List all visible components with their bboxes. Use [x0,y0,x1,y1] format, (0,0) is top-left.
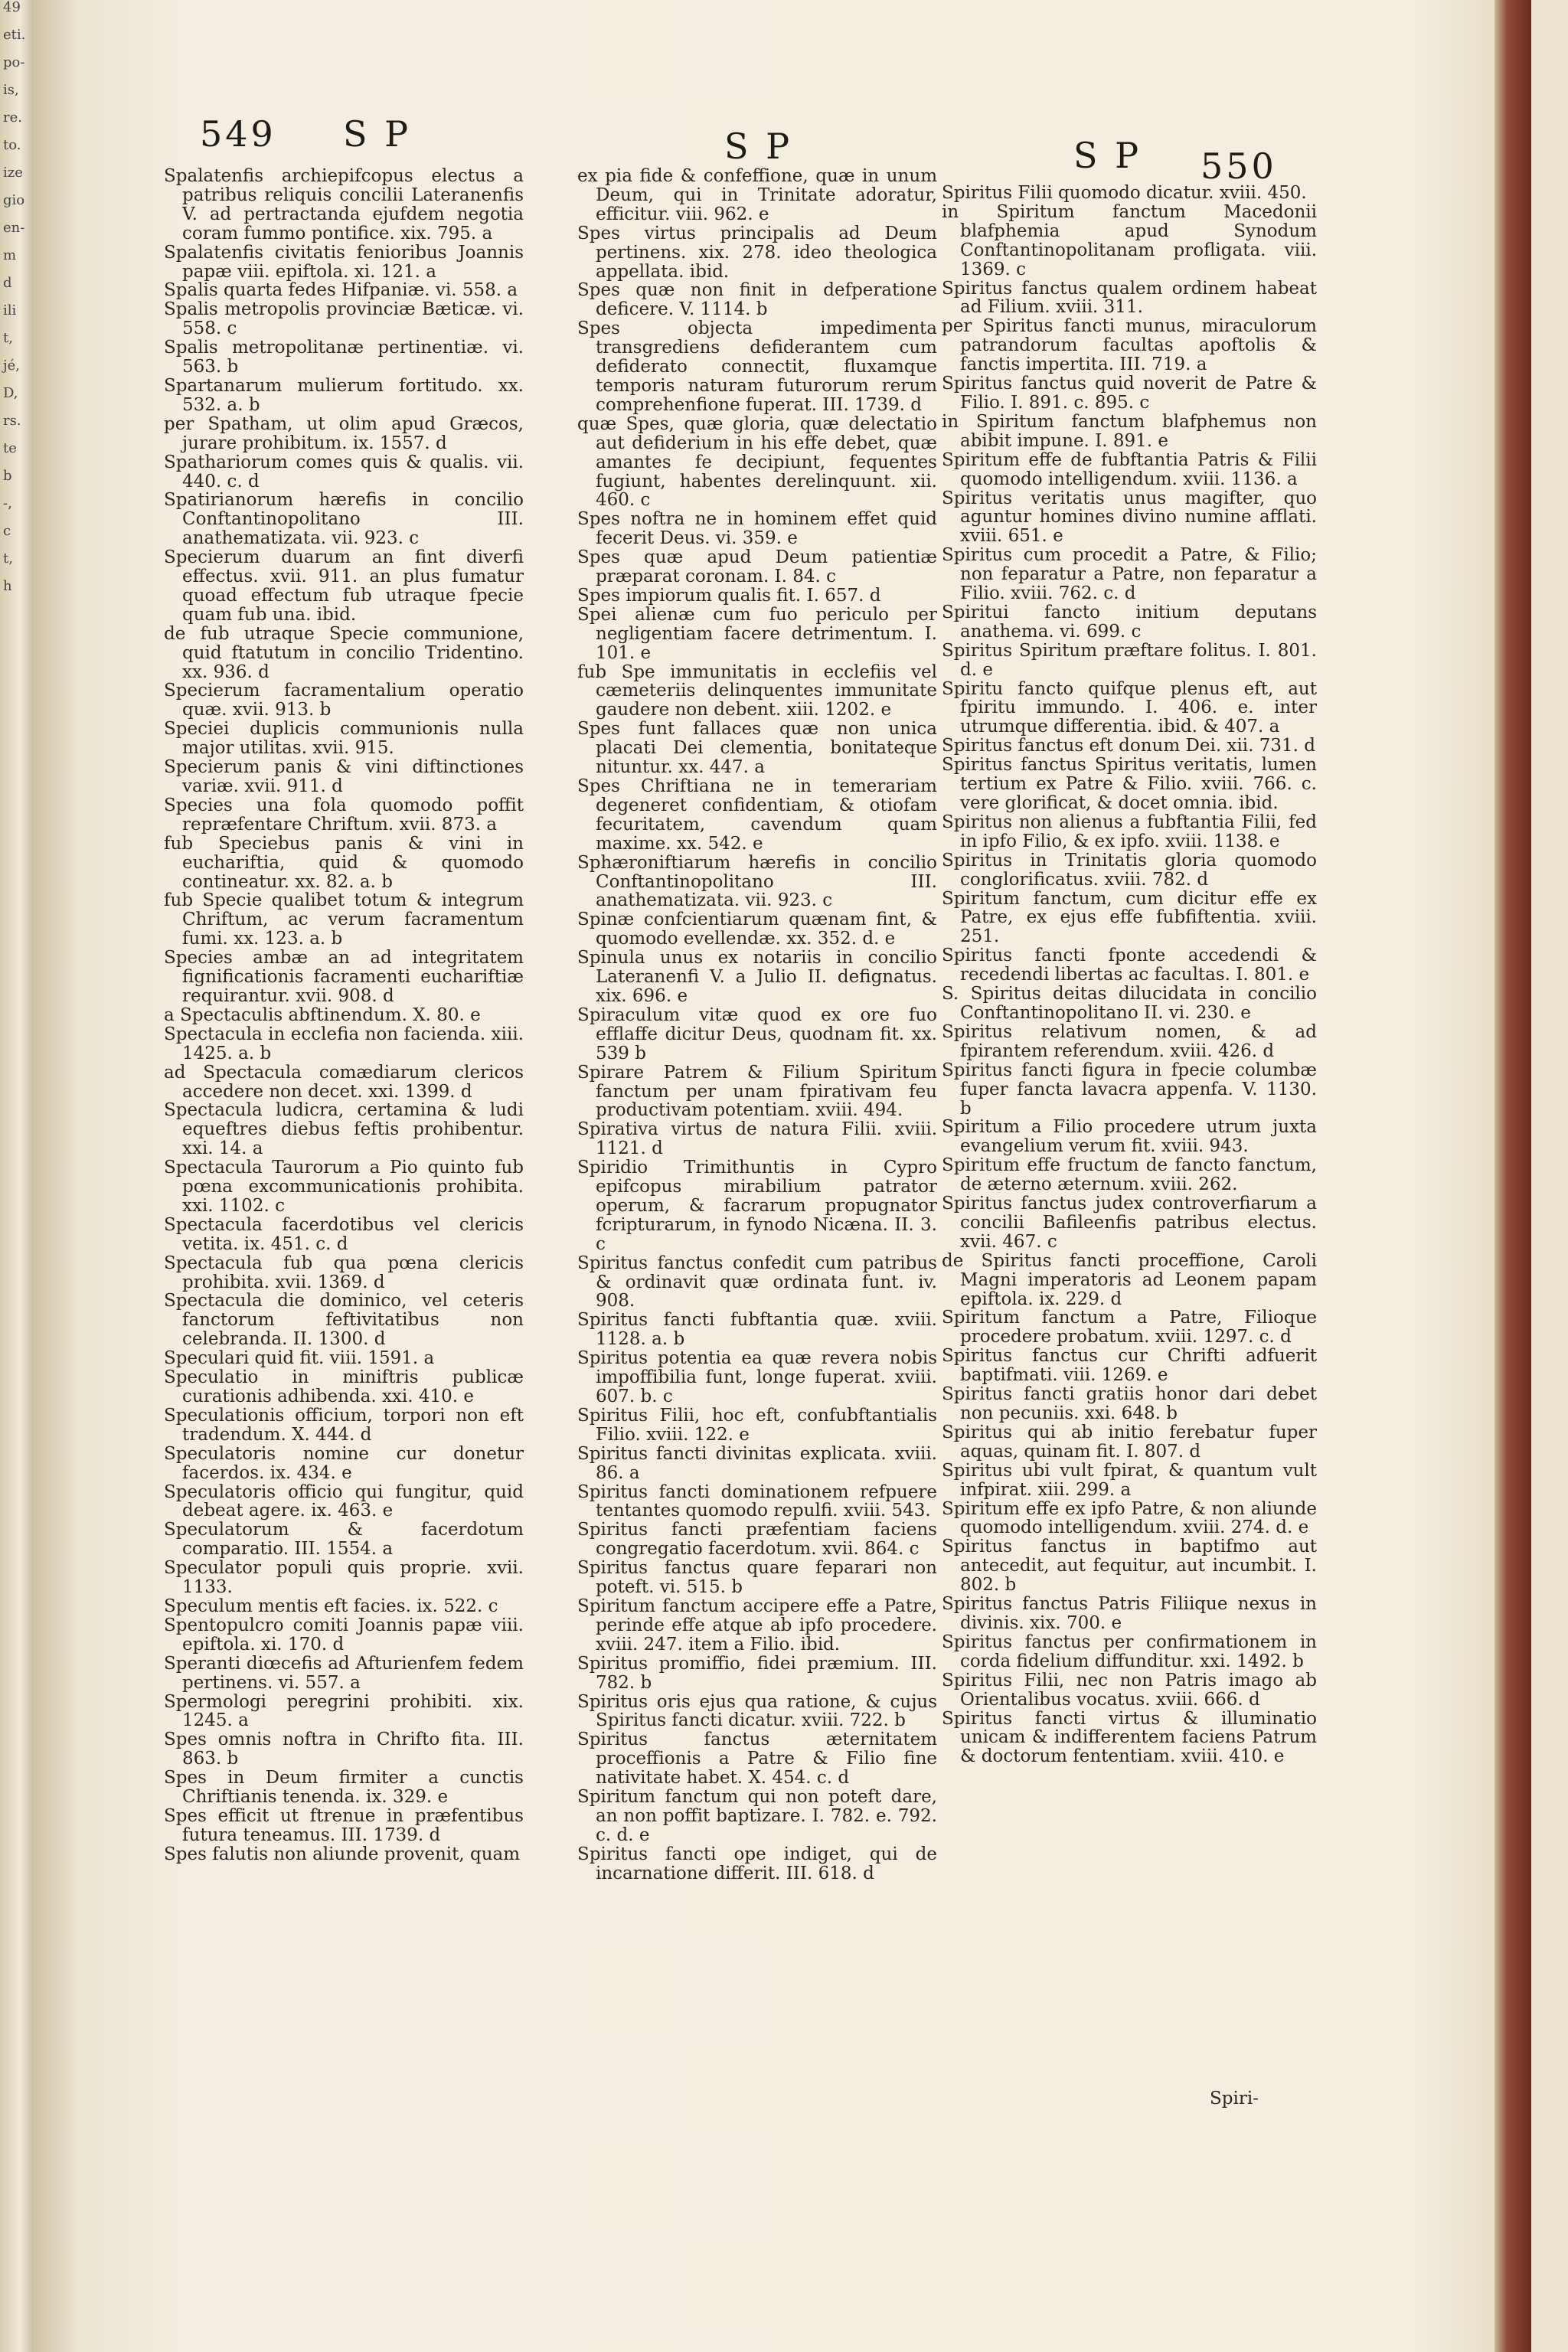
index-entry: Spiritus fanctus in baptifmo aut antecedit, aut fequitur, aut incumbit. I. 802. b [942,1537,1317,1596]
index-entry: per Spatham, ut olim apud Græcos, jurare prohibitum. ix. 1557. d [164,413,524,453]
page-number-left: 549 [200,113,276,155]
index-entry: Spes omnis noftra in Chrifto fita. III. 863. b [164,1730,524,1769]
index-entry: Species una fola quomodo poffit repræfentare Chriftum. xvii. 873. a [164,795,524,835]
index-entry: Spalatenfis civitatis fenioribus Joannis papæ viii. epiftola. xi. 121. a [164,242,524,282]
index-entry: Spes impiorum qualis fit. I. 657. d [577,585,881,606]
index-entry: Spiritum a Filio procedere utrum juxta evangelium verum fit. xviii. 943. [942,1117,1317,1157]
index-entry: Spiritus fanctus per confirmationem in corda fidelium diffunditur. xxi. 1492. b [942,1632,1317,1671]
index-entry: Speranti diœcefis ad Afturienfem fedem pertinens. vi. 557. a [164,1653,524,1693]
index-entry: Spiritus fancti figura in fpecie columbæ fuper fancta lavacra appenfa. V. 1130. b [942,1060,1317,1119]
index-entry: fub Spe immunitatis in ecclefiis vel cæmeteriis delinquentes immunitate gaudere non debent. xiii. 1202. e [577,662,937,720]
index-entry: Spectacula Taurorum a Pio quinto fub pœna excommunicationis prohibita. xxi. 1102. c [164,1158,524,1216]
index-entry: Spirativa virtus de natura Filii. xviii. 1121. d [577,1119,937,1159]
index-entry: Spatirianorum hærefis in concilio Conftantinopolitano III. anathematizata. vii. 923. c [164,490,524,549]
index-entry: Spiritus fancti divinitas explicata. xviii. 86. a [577,1443,937,1483]
index-entry: Spiritum fanctum qui non poteft dare, an non poffit baptizare. I. 782. e. 792. c. d. e [577,1787,937,1845]
index-entry: Speculatorum & facerdotum comparatio. III. 1554. a [164,1520,524,1560]
previous-page-fragment: is, [3,82,19,98]
previous-page-fragment: -, [3,495,12,511]
index-entry: de fub utraque Specie communione, quid ftatutum in concilio Tridentino. xx. 936. d [164,623,524,682]
previous-page-fragment: b [3,468,12,484]
previous-page-fragment: c [3,523,11,539]
index-entry: Speculatio in miniftris publicæ curationis adhibenda. xxi. 410. e [164,1367,524,1406]
index-entry: Spectacula facerdotibus vel clericis vetita. ix. 451. c. d [164,1214,524,1254]
index-entry: Spiritus in Trinitatis gloria quomodo conglorificatus. xviii. 782. d [942,850,1317,890]
index-entry: ad Spectacula comædiarum clericos accedere non decet. xxi. 1399. d [164,1062,524,1102]
index-entry: Speculari quid fit. viii. 1591. a [164,1348,435,1369]
index-entry: Spiritus qui ab initio ferebatur fuper aquas, quinam fit. I. 807. d [942,1422,1317,1462]
index-entry: Spes in Deum firmiter a cunctis Chriftianis tenenda. ix. 329. e [164,1768,524,1808]
index-entry: Spalatenfis archiepifcopus electus a patribus reliquis concilii Lateranenfis V. ad pertractanda ejufdem negotia coram fummo pontifice. xix. 795. a [164,166,524,243]
previous-page-fragment: re. [3,109,22,126]
index-entry: Spiritus fanctus confedit cum patribus & ordinavit quæ ordinata funt. iv. 908. [577,1253,937,1312]
index-entry: Spiritus Filii quomodo dicatur. xviii. 450. [942,183,1307,203]
index-entry: Spartanarum mulierum fortitudo. xx. 532. a. b [164,375,524,415]
index-entry: Spes efficit ut ftrenue in præfentibus futura teneamus. III. 1739. d [164,1805,524,1845]
previous-page-fragment: ili [3,302,17,318]
index-entry: Speculator populi quis proprie. xvii. 1133. [164,1558,524,1598]
index-entry: Spiritus Filii, hoc eft, confubftantialis Filio. xviii. 122. e [577,1405,937,1445]
index-entry: Spectacula fub qua pœna clericis prohibita. xvii. 1369. d [164,1253,524,1292]
previous-page-edge [0,0,34,2352]
previous-page-fragment: m [3,247,17,263]
index-entry: Spiritu fancto quifque plenus eft, aut fpiritu immundo. I. 406. e. inter utrumque differentia. ibid. & 407. a [942,678,1317,737]
index-entry: Spiritus veritatis unus magifter, quo aguntur homines divino numine afflati. xviii. 651. e [942,488,1317,547]
index-entry: Spiridio Trimithuntis in Cypro epifcopus mirabilium patrator operum, & facrarum propugnator fcripturarum, in fynodo Nicæna. II. 3. c [577,1158,937,1254]
binding-gutter [1494,0,1531,2352]
index-entry: fub Specie qualibet totum & integrum Chriftum, ac verum facramentum fumi. xx. 123. a. b [164,890,524,949]
previous-page-fragment: jé, [3,358,20,374]
index-entry: Spiritum effe de fubftantia Patris & Filii quomodo intelligendum. xviii. 1136. a [942,449,1317,489]
previous-page-fragment: h [3,578,12,594]
index-entry: Spes quæ apud Deum patientiæ præparat coronam. I. 84. c [577,547,937,587]
index-entry: Spiritus Spiritum præftare folitus. I. 801. d. e [942,640,1317,680]
index-entry: Spiritus fanctus judex controverfiarum a concilii Bafileenfis patribus electus. xvii. 467. c [942,1194,1317,1252]
index-entry: Speculatoris officio qui fungitur, quid debeat agere. ix. 463. e [164,1481,524,1521]
index-entry: Spiritus fancti fponte accedendi & recedendi libertas ac facultas. I. 801. e [942,946,1317,985]
previous-page-fragment: te [3,440,17,456]
index-entry: Spes funt fallaces quæ non unica placati Dei clementia, bonitateque nituntur. xx. 447. a [577,719,937,778]
index-entry: Spiritum fanctum accipere effe a Patre, perinde effe atque ab ipfo procedere. xviii. 247. item a Filio. ibid. [577,1596,937,1655]
index-entry: Spiritus fanctus quare feparari non poteft. vi. 515. b [577,1558,937,1598]
previous-page-fragment: t, [3,550,13,567]
index-entry: Speculationis officium, torpori non eft tradendum. X. 444. d [164,1405,524,1445]
running-head-right: S P [1073,135,1142,176]
previous-page-fragment: rs. [3,413,21,429]
index-column-middle [577,167,937,1883]
index-entry: Spiritus potentia ea quæ revera nobis impoffibilia funt, longe fuperat. xviii. 607. b. c [577,1348,937,1406]
index-entry: Spiritus cum procedit a Patre, & Filio; non feparatur a Patre, non feparatur a Filio. xviii. 762. c. d [942,545,1317,604]
index-entry: Spinæ confcientiarum quænam fint, & quomodo evellendæ. xx. 352. d. e [577,910,937,949]
index-entry: Spermologi peregrini prohibiti. xix. 1245. a [164,1691,524,1731]
previous-page-fragment: gio [3,192,25,208]
index-entry: Spiritus oris ejus qua ratione, & cujus Spiritus fancti dicatur. xviii. 722. b [577,1691,937,1731]
previous-page-fragment: en- [3,220,25,236]
index-entry: ex pia fide & confeffione, quæ in unum Deum, qui in Trinitate adoratur, efficitur. viii. 962. e [577,166,937,224]
page-sheet [34,0,1531,2352]
index-entry: Spiritum fanctum a Patre, Filioque procedere probatum. xviii. 1297. c. d [942,1308,1317,1348]
index-entry: Speciei duplicis communionis nulla major utilitas. xvii. 915. [164,719,524,759]
index-entry: Specierum facramentalium operatio quæ. xvii. 913. b [164,681,524,720]
index-entry: Spectacula ludicra, certamina & ludi equeftres diebus feftis prohibentur. xxi. 14. a [164,1100,524,1159]
previous-page-fragment: to. [3,137,21,153]
index-entry: fub Speciebus panis & vini in euchariftia, quid & quomodo contineatur. xx. 82. a. b [164,833,524,892]
index-entry: Speculatoris nomine cur donetur facerdos. ix. 434. e [164,1443,524,1483]
index-entry: Spathariorum comes quis & qualis. vii. 440. c. d [164,452,524,492]
index-entry: S. Spiritus deitas dilucidata in concilio Conftantinopolitano II. vi. 230. e [942,984,1317,1023]
index-entry: Spiritus fanctus æternitatem proceffionis a Patre & Filio fine nativitate habet. X. 454. c. d [577,1730,937,1788]
index-entry: Spiritus non alienus a fubftantia Filii, fed in ipfo Filio, & ex ipfo. xviii. 1138. e [942,812,1317,851]
index-entry: Spalis metropolitanæ pertinentiæ. vi. 563. b [164,338,524,377]
index-entry: Spiritus fanctus eft donum Dei. xii. 731. d [942,736,1316,756]
running-head-center: S P [724,126,793,167]
index-entry: in Spiritum fanctum blafphemus non abibit impune. I. 891. e [942,411,1317,451]
index-entry: Spalis quarta fedes Hifpaniæ. vi. 558. a [164,280,518,301]
running-head-left: S P [343,113,412,155]
previous-page-fragment: t, [3,330,13,346]
index-entry: Spiraculum vitæ quod ex ore fuo efflaffe dicitur Deus, quodnam fit. xx. 539 b [577,1004,937,1063]
index-entry: Specierum panis & vini diftinctiones variæ. xvii. 911. d [164,757,524,796]
index-entry: Spiritum effe fructum de fancto fanctum, de æterno æternum. xviii. 262. [942,1155,1317,1195]
index-entry: Spiritus relativum nomen, & ad fpirantem referendum. xviii. 426. d [942,1021,1317,1061]
index-entry: Spinula unus ex notariis in concilio Lateranenfi V. a Julio II. defignatus. xix. 696. e [577,948,937,1006]
index-entry: Speculum mentis eft facies. ix. 522. c [164,1596,498,1616]
index-entry: Spiritus fancti virtus & illuminatio unicam & indifferentem faciens Patrum & doctorum fententiam. xviii. 410. e [942,1708,1317,1767]
index-entry: Spalis metropolis provinciæ Bæticæ. vi. 558. c [164,299,524,339]
index-entry: Spiritus fanctus Patris Filiique nexus in divinis. xix. 700. e [942,1594,1317,1633]
index-entry: Spiritus fanctus qualem ordinem habeat ad Filium. xviii. 311. [942,278,1317,318]
index-entry: Spiritus ubi vult fpirat, & quantum vult infpirat. xiii. 299. a [942,1460,1317,1500]
catchword: Spiri- [1210,2089,1259,2109]
index-entry: Spiritus Filii, nec non Patris imago ab Orientalibus vocatus. xviii. 666. d [942,1670,1317,1710]
previous-page-fragment: d [3,275,12,291]
index-entry: Spei alienæ cum fuo periculo per negligentiam facere detrimentum. I. 101. e [577,604,937,663]
previous-page-fragment: po- [3,54,25,70]
index-entry: Specierum duarum an fint diverfi effectus. xvii. 911. an plus fumatur quoad effectum fub utraque fpecie quam fub una. ibid. [164,547,524,625]
index-column-right [942,184,1317,1766]
previous-page-fragment: 49 [3,0,21,15]
index-entry: Spirare Patrem & Filium Spiritum fanctum per unam fpirativam feu productivam potentiam. xviii. 494. [577,1062,937,1121]
index-column-left [164,167,524,1864]
index-entry: Sphæroniftiarum hærefis in concilio Conftantinopolitano III. anathematizata. vii. 923. c [577,852,937,911]
index-entry: Spiritus fanctus cur Chrifti adfuerit baptifmati. viii. 1269. e [942,1346,1317,1386]
index-entry: per Spiritus fancti munus, miraculorum patrandorum facultas apoftolis & fanctis impertita. III. 719. a [942,316,1317,375]
index-entry: quæ Spes, quæ gloria, quæ delectatio aut defiderium in his effe debet, quæ amantes fe decipiunt, fequentes fugiunt, habentes derelinquunt. xii. 460. c [577,413,937,511]
index-entry: Spiritus fanctus quid noverit de Patre & Filio. I. 891. c. 895. c [942,374,1317,413]
previous-page-fragment: ize [3,165,23,181]
index-entry: Spiritum effe ex ipfo Patre, & non aliunde quomodo intelligendum. xviii. 274. d. e [942,1498,1317,1538]
index-entry: Spiritus fancti ope indiget, qui de incarnatione differit. III. 618. d [577,1844,937,1883]
index-entry: Spiritus fanctus Spiritus veritatis, lumen tertium ex Patre & Filio. xviii. 766. c. vere glorificat, & docet omnia. ibid. [942,755,1317,813]
index-entry: de Spiritus fancti proceffione, Caroli Magni imperatoris ad Leonem papam epiftola. ix. 229. d [942,1250,1317,1309]
index-entry: Spectacula die dominico, vel ceteris fanctorum feftivitatibus non celebranda. II. 1300. d [164,1291,524,1350]
index-entry: Spes falutis non aliunde provenit, quam [164,1844,521,1864]
index-entry: Spentopulcro comiti Joannis papæ viii. epiftola. xi. 170. d [164,1615,524,1655]
index-entry: Spiritus fancti gratiis honor dari debet non pecuniis. xxi. 648. b [942,1384,1317,1423]
index-entry: in Spiritum fanctum Macedonii blafphemia apud Synodum Conftantinopolitanam profligata. viii. 1369. c [942,201,1317,279]
index-entry: Spes quæ non finit in defperatione deficere. V. 1114. b [577,280,937,320]
index-entry: Spes Chriftiana ne in temerariam degeneret confidentiam, & otiofam fecuritatem, cavendum quam maxime. xx. 542. e [577,776,937,854]
index-entry: Spiritus fancti fubftantia quæ. xviii. 1128. a. b [577,1310,937,1350]
index-entry: Spiritus fancti præfentiam faciens congregatio facerdotum. xvii. 864. c [577,1520,937,1560]
previous-page-fragment: eti. [3,27,26,43]
index-entry: Spiritui fancto initium deputans anathema. vi. 699. c [942,602,1317,642]
index-entry: Spes virtus principalis ad Deum pertinens. xix. 278. ideo theologica appellata. ibid. [577,223,937,282]
index-entry: Spiritus fancti dominationem refpuere tentantes quomodo repulfi. xviii. 543. [577,1481,937,1521]
index-entry: Species ambæ an ad integritatem fignificationis facramenti euchariftiæ requirantur. xvii. 908. d [164,948,524,1006]
index-entry: Spes objecta impedimenta transgrediens defiderantem cum defiderato connectit, fluxamque temporis naturam futurorum rerum comprehenfione fuperat. III. 1739. d [577,318,937,415]
index-entry: Spes noftra ne in hominem effet quid fecerit Deus. vi. 359. e [577,509,937,549]
previous-page-fragment: D, [3,385,18,401]
index-entry: a Spectaculis abftinendum. X. 80. e [164,1004,481,1025]
index-entry: Spiritum fanctum, cum dicitur effe ex Patre, ex ejus effe fubfiftentia. xviii. 251. [942,888,1317,947]
index-entry: Spectacula in ecclefia non facienda. xiii. 1425. a. b [164,1024,524,1063]
index-entry: Spiritus promiffio, fidei præmium. III. 782. b [577,1653,937,1693]
page-number-right: 550 [1200,145,1277,187]
